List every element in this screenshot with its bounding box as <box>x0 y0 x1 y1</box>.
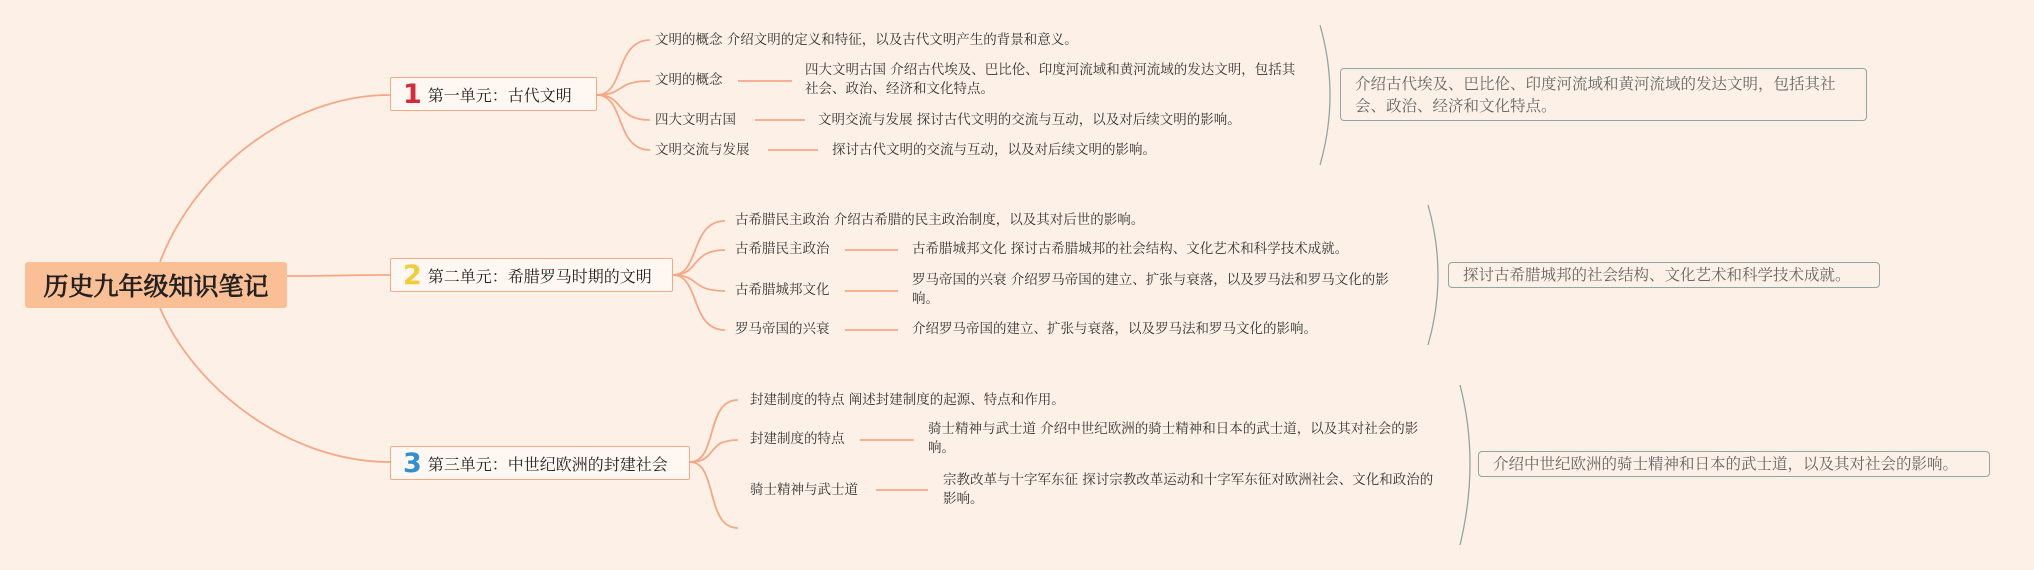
u1-topic-2[interactable]: 文明的概念 <box>655 72 723 88</box>
link-u2-item1 <box>673 221 725 275</box>
unit-3-summary-text: 介绍中世纪欧洲的骑士精神和日本的武士道，以及其对社会的影响。 <box>1493 455 1959 473</box>
link-u2-item4 <box>673 275 725 330</box>
u2-topic-4-detail[interactable]: 介绍罗马帝国的建立、扩张与衰落，以及罗马法和罗马文化的影响。 <box>912 321 1317 337</box>
u1-topic-3[interactable]: 四大文明古国 <box>655 112 736 128</box>
unit-2-summary[interactable] <box>1448 262 1880 288</box>
u1-topic-1[interactable]: 文明的概念 介绍文明的定义和特征，以及古代文明产生的背景和意义。 <box>655 32 1078 48</box>
unit-3-node[interactable] <box>390 446 690 480</box>
unit-1-summary[interactable] <box>1340 68 1867 121</box>
link-root-unit1 <box>160 95 390 262</box>
u2-topic-3-detail[interactable]: 罗马帝国的兴衰 介绍罗马帝国的建立、扩张与衰落，以及罗马法和罗马文化的影响。 <box>912 272 1389 307</box>
link-u1-item4 <box>597 95 650 150</box>
unit-1-summary-text: 介绍古代埃及、巴比伦、印度河流域和黄河流域的发达文明，包括其社会、政治、经济和文化特点。 <box>1355 74 1836 115</box>
summary-brace-2 <box>1428 205 1438 345</box>
u2-topic-4[interactable]: 罗马帝国的兴衰 <box>735 321 830 337</box>
unit-3-number-badge: 3 <box>403 447 422 479</box>
unit-1-number-badge: 1 <box>403 78 422 110</box>
root-node[interactable] <box>25 262 287 308</box>
link-u1-item3 <box>597 95 650 120</box>
link-root-unit2 <box>287 275 390 276</box>
u2-topic-1[interactable]: 古希腊民主政治 介绍古希腊的民主政治制度，以及其对后世的影响。 <box>735 212 1145 228</box>
unit-2-number-badge: 2 <box>403 259 422 291</box>
unit-2-node[interactable] <box>390 258 673 292</box>
summary-brace-3 <box>1460 385 1470 545</box>
u3-topic-2-detail[interactable]: 骑士精神与武士道 介绍中世纪欧洲的骑士精神和日本的武士道，以及其对社会的影响。 <box>928 421 1419 456</box>
unit-2-summary-text: 探讨古希腊城邦的社会结构、文化艺术和科学技术成就。 <box>1463 266 1851 284</box>
u2-topic-2[interactable]: 古希腊民主政治 <box>735 241 830 257</box>
u2-topic-2-detail[interactable]: 古希腊城邦文化 探讨古希腊城邦的社会结构、文化艺术和科学技术成就。 <box>912 241 1349 257</box>
u1-topic-4-detail[interactable]: 探讨古代文明的交流与互动，以及对后续文明的影响。 <box>832 142 1156 158</box>
u3-topic-2[interactable]: 封建制度的特点 <box>750 431 845 447</box>
unit-1-title: 第一单元：古代文明 <box>427 85 572 105</box>
u1-topic-3-detail[interactable]: 文明交流与发展 探讨古代文明的交流与互动，以及对后续文明的影响。 <box>818 112 1241 128</box>
u3-topic-3-detail[interactable]: 宗教改革与十字军东征 探讨宗教改革运动和十字军东征对欧洲社会、文化和政治的影响。 <box>943 472 1434 507</box>
summary-brace-1 <box>1320 25 1330 165</box>
link-root-unit3 <box>160 308 390 462</box>
u2-topic-3[interactable]: 古希腊城邦文化 <box>735 282 830 298</box>
link-u3-item2 <box>690 440 738 462</box>
u3-topic-3[interactable]: 骑士精神与武士道 <box>750 482 858 498</box>
unit-2-title: 第二单元：希腊罗马时期的文明 <box>427 266 652 286</box>
link-u3-item3 <box>690 462 738 528</box>
u3-topic-1[interactable]: 封建制度的特点 阐述封建制度的起源、特点和作用。 <box>750 392 1065 408</box>
root-title: 历史九年级知识笔记 <box>43 272 269 301</box>
unit-1-node[interactable] <box>390 77 597 111</box>
unit-3-summary[interactable] <box>1478 451 1990 477</box>
u1-topic-2-detail[interactable]: 四大文明古国 介绍古代埃及、巴比伦、印度河流域和黄河流域的发达文明，包括其社会、政治、经济和文化特点。 <box>805 62 1296 97</box>
unit-3-title: 第三单元：中世纪欧洲的封建社会 <box>427 454 668 474</box>
u1-topic-4[interactable]: 文明交流与发展 <box>655 142 750 158</box>
link-u3-item1 <box>690 400 738 462</box>
link-u2-item2 <box>673 250 725 275</box>
